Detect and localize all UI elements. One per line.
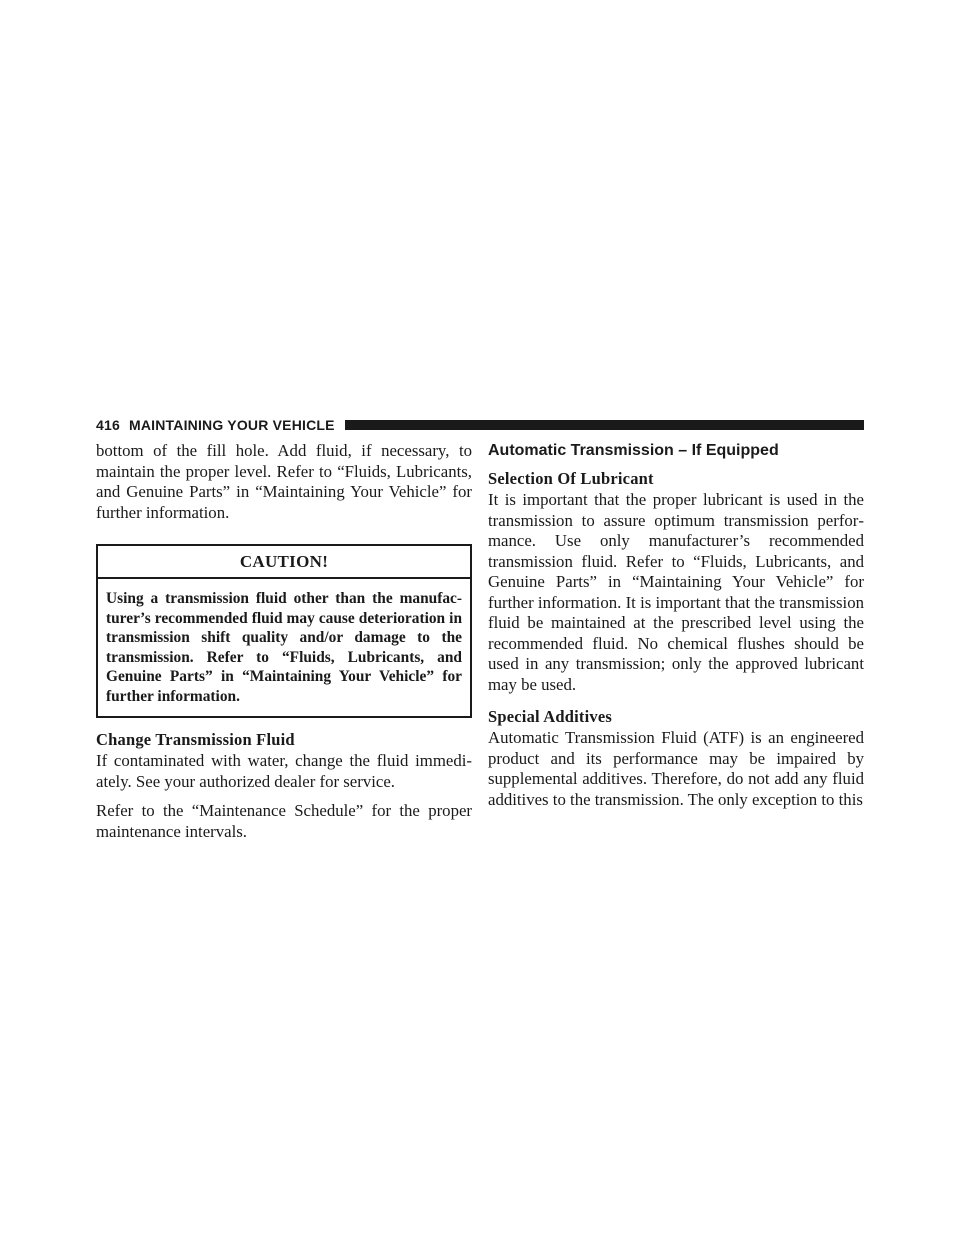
intro-paragraph: bottom of the fill hole. Add fluid, if necessary, to maintain the proper level. Refer to “Fluids, Lubricants, and Genuine Parts” in “Maintaining Your Vehicle” for further information. xyxy=(96,441,472,522)
maintenance-schedule-paragraph: Refer to the “Maintenance Schedule” for the proper maintenance intervals. xyxy=(96,801,472,841)
change-fluid-paragraph: If contaminated with water, change the fluid immediately. See your authorized dealer for service. xyxy=(96,751,472,791)
selection-heading: Selection Of Lubricant xyxy=(488,469,654,488)
change-fluid-heading: Change Transmission Fluid xyxy=(96,730,295,749)
page-header xyxy=(96,415,864,435)
caution-box xyxy=(96,544,472,718)
page-number: 416 xyxy=(96,417,120,433)
caution-body xyxy=(98,579,470,716)
caution-text: Using a transmission fluid other than the manufacturer’s recommended fluid may cause deterioration in transmission shift quality and/or damage to the transmission. Refer to “Fluids, Lubricants, and Genuine Parts” in “Maintaining Your Vehicle” for further information. xyxy=(106,590,462,705)
section-heading: Automatic Transmission – If Equipped xyxy=(488,442,779,459)
running-section-title: MAINTAINING YOUR VEHICLE xyxy=(128,417,335,433)
caution-title: CAUTION! xyxy=(98,546,470,579)
header-rule xyxy=(345,420,864,430)
selection-paragraph: It is important that the proper lubricant is used in the transmission to assure optimum transmission performance. Use only manufacturer’s recommended transmission fluid. Refer to “Fluids, Lubricants, and Genuine Parts” in “Maintaining Your Vehicle” for further information. It is important that the transmission fluid be maintained at the prescribed level using the recommended fluid. No chemical flushes should be used in any transmission; only the approved lubricant may be used. xyxy=(488,490,864,694)
right-column xyxy=(488,441,864,810)
left-column xyxy=(96,441,472,842)
additives-heading: Special Additives xyxy=(488,707,612,726)
additives-paragraph: Automatic Transmission Fluid (ATF) is an engineered product and its performance may be impaired by supplemental additives. Therefore, do not add any fluid additives to the transmission. The only exception to this xyxy=(488,728,864,809)
